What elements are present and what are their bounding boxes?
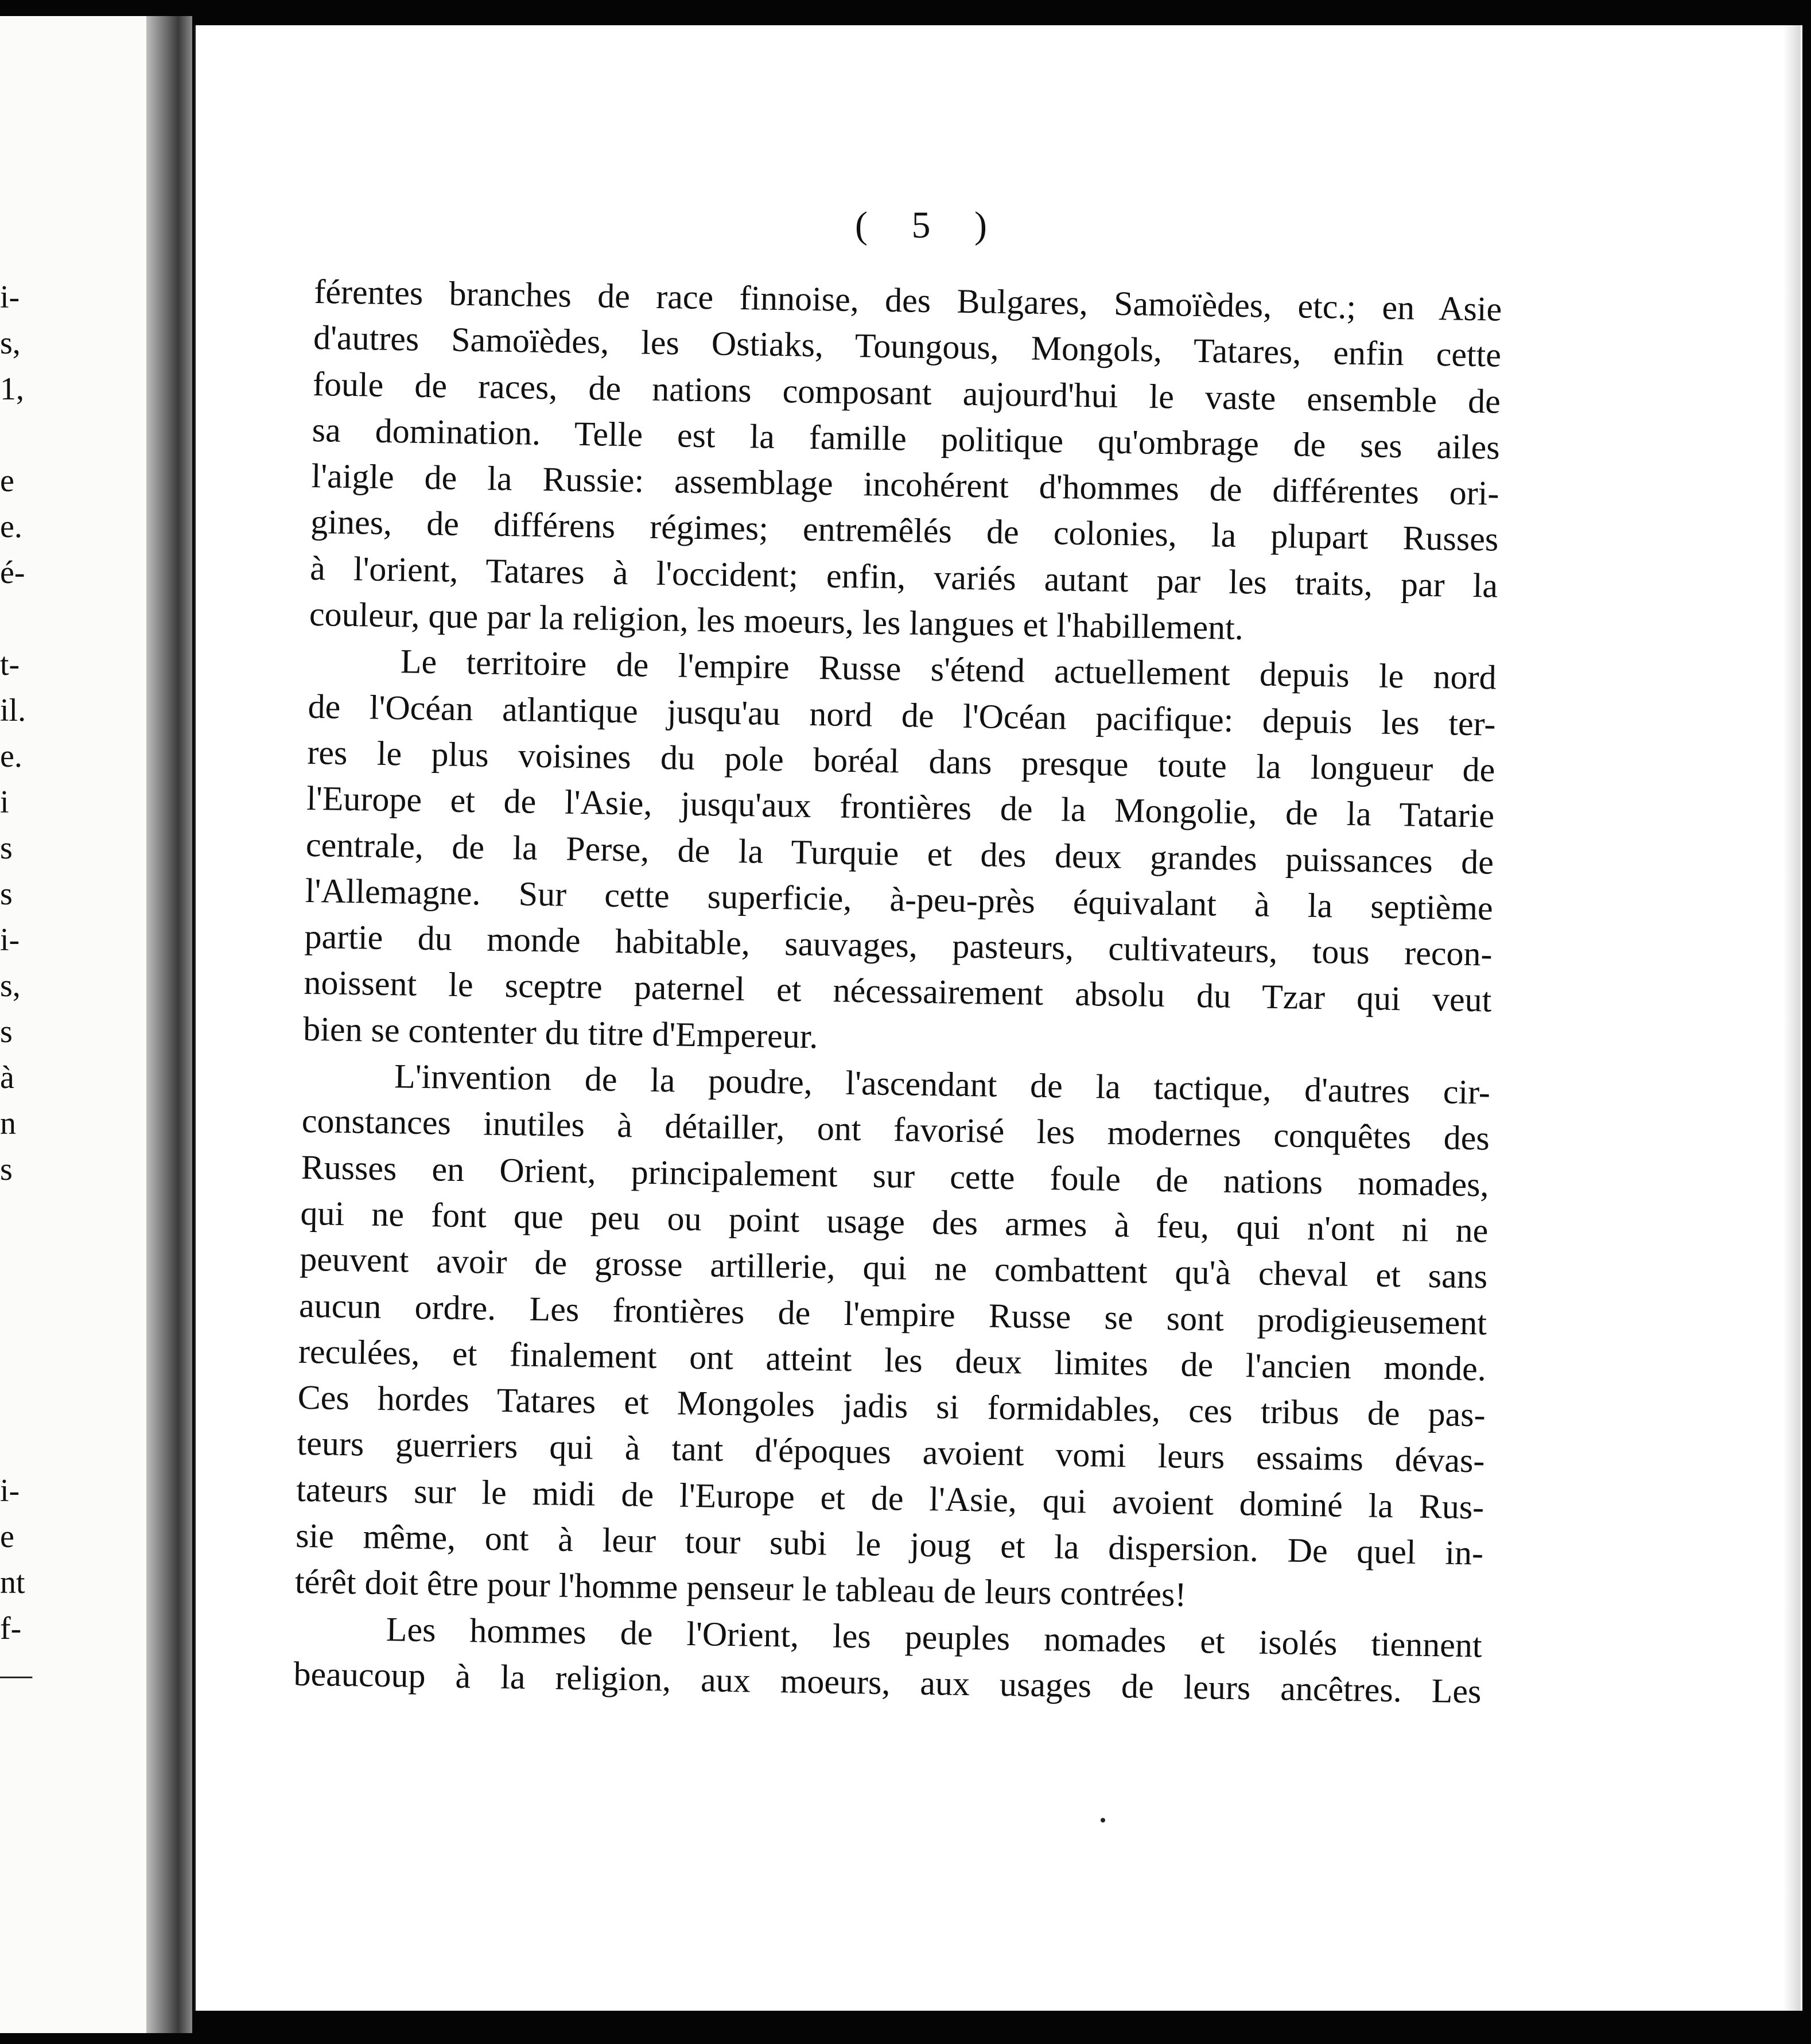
text-line: partie du monde habitable, sauvages, pasteurs, cultivateurs, tous recon-	[304, 918, 1493, 973]
fragment-line: e.	[0, 739, 22, 774]
fragment-line: s	[0, 1014, 13, 1050]
text-line: l'aigle de la Russie: assemblage incohérent d'hommes de différentes ori-	[311, 457, 1499, 512]
ink-speck	[1101, 1818, 1105, 1822]
fragment-line: à	[0, 1060, 14, 1095]
fragment-line: s,	[0, 968, 21, 1004]
text-line: gines, de différens régimes; entremêlés de colonies, la plupart Russes	[310, 503, 1499, 559]
fragment-line	[0, 1284, 23, 1330]
previous-page-fragments	[0, 274, 32, 1697]
text-line: beaucoup à la religion, aux moeurs, aux usages de leurs ancêtres. Les	[293, 1654, 1482, 1711]
page-edge-shadow	[1783, 25, 1801, 2011]
paragraph-start-line: Le territoire de l'empire Russe s'étend actuellement depuis le nord	[400, 642, 1497, 697]
text-line: aucun ordre. Les frontières de l'empire Russe se sont prodigieusement	[298, 1286, 1487, 1342]
text-line: sie même, ont à leur tour subi le joug et la dispersion. De quel in-	[295, 1516, 1484, 1572]
text-line: térêt doit être pour l'homme penseur le tableau de leurs contrées!	[294, 1563, 1187, 1614]
fragment-line: s	[0, 1152, 13, 1187]
fragment-line: é-	[0, 555, 25, 590]
fragment-line: n	[0, 1106, 16, 1141]
text-line: Russes en Orient, principalement sur cette foule de nations nomades,	[301, 1148, 1490, 1204]
text-line: noissent le sceptre paternel et nécessairement absolu du Tzar qui veut	[304, 963, 1492, 1020]
text-line: bien se contenter du titre d'Empereur.	[302, 1009, 818, 1055]
fragment-line: i-	[0, 279, 20, 315]
text-line: res le plus voisines du pole boréal dans presque toute la longueur de	[307, 733, 1495, 789]
fragment-line: e	[0, 1519, 14, 1555]
fragment-line	[0, 596, 23, 642]
fragment-line: s,	[0, 325, 21, 361]
paragraph-start-line: L'invention de la poudre, l'ascendant de la tactique, d'autres cir-	[394, 1057, 1491, 1112]
fragment-line	[0, 1376, 23, 1422]
fragment-line	[0, 1238, 23, 1284]
fragment-line: nt	[0, 1565, 25, 1600]
fragment-line: i	[0, 784, 9, 820]
text-line: l'Allemagne. Sur cette superficie, à-peu-près équivalant à la septième	[305, 871, 1494, 927]
fragment-line: f-	[0, 1611, 22, 1646]
fragment-line	[0, 412, 23, 458]
fragment-line: —	[0, 1657, 32, 1692]
text-line: l'Europe et de l'Asie, jusqu'aux frontières de la Mongolie, de la Tatarie	[306, 779, 1495, 835]
fragment-line: il.	[0, 693, 26, 728]
text-line: à l'orient, Tatares à l'occident; enfin, variés autant par les traits, par la	[309, 549, 1498, 605]
fragment-line	[0, 1192, 23, 1238]
text-line: constances inutiles à détailler, ont favorisé les modernes conquêtes des	[301, 1102, 1490, 1157]
text-line: reculées, et finalement ont atteint les deux limites de l'ancien monde.	[298, 1332, 1487, 1388]
fragment-line: s	[0, 830, 13, 866]
book-gutter	[146, 16, 192, 2033]
text-line: Ces hordes Tatares et Mongoles jadis si formidables, ces tribus de pas-	[297, 1378, 1486, 1434]
fragment-line	[0, 1330, 23, 1376]
page-number: ( 5 )	[855, 204, 1004, 246]
fragment-line: i-	[0, 922, 20, 958]
page-body-text	[293, 269, 1502, 1715]
fragment-line: s	[0, 876, 13, 912]
text-line: centrale, de la Perse, de la Turquie et des deux grandes puissances de	[305, 825, 1494, 881]
text-line: peuvent avoir de grosse artillerie, qui ne combattent qu'à cheval et sans	[299, 1240, 1488, 1296]
text-line: sa domination. Telle est la famille politique qu'ombrage de ses ailes	[312, 410, 1501, 467]
text-line: foule de races, de nations composant aujourd'hui le vaste ensemble de	[312, 364, 1501, 421]
fragment-line	[0, 1422, 23, 1468]
fragment-line: e.	[0, 509, 22, 545]
text-line: teurs guerriers qui à tant d'époques avoient vomi leurs essaims dévas-	[297, 1424, 1485, 1480]
fragment-line: t-	[0, 647, 20, 682]
text-line: de l'Océan atlantique jusqu'au nord de l'Océan pacifique: depuis les ter-	[308, 687, 1496, 743]
text-line: qui ne font que peu ou point usage des armes à feu, qui n'ont ni ne	[300, 1194, 1489, 1250]
text-line: férentes branches de race finnoise, des Bulgares, Samoïèdes, etc.; en Asie	[313, 272, 1502, 328]
text-line: couleur, que par la religion, les moeurs, les langues et l'habillement.	[309, 595, 1244, 647]
text-line: d'autres Samoïèdes, les Ostiaks, Toungous, Mongols, Tatares, enfin cette	[313, 318, 1502, 374]
paragraph-start-line: Les hommes de l'Orient, les peuples nomades et isolés tiennent	[386, 1610, 1483, 1665]
fragment-line: 1,	[0, 371, 24, 407]
fragment-line: i-	[0, 1473, 20, 1509]
fragment-line: e	[0, 463, 14, 499]
text-line: tateurs sur le midi de l'Europe et de l'Asie, qui avoient dominé la Rus-	[296, 1470, 1484, 1526]
